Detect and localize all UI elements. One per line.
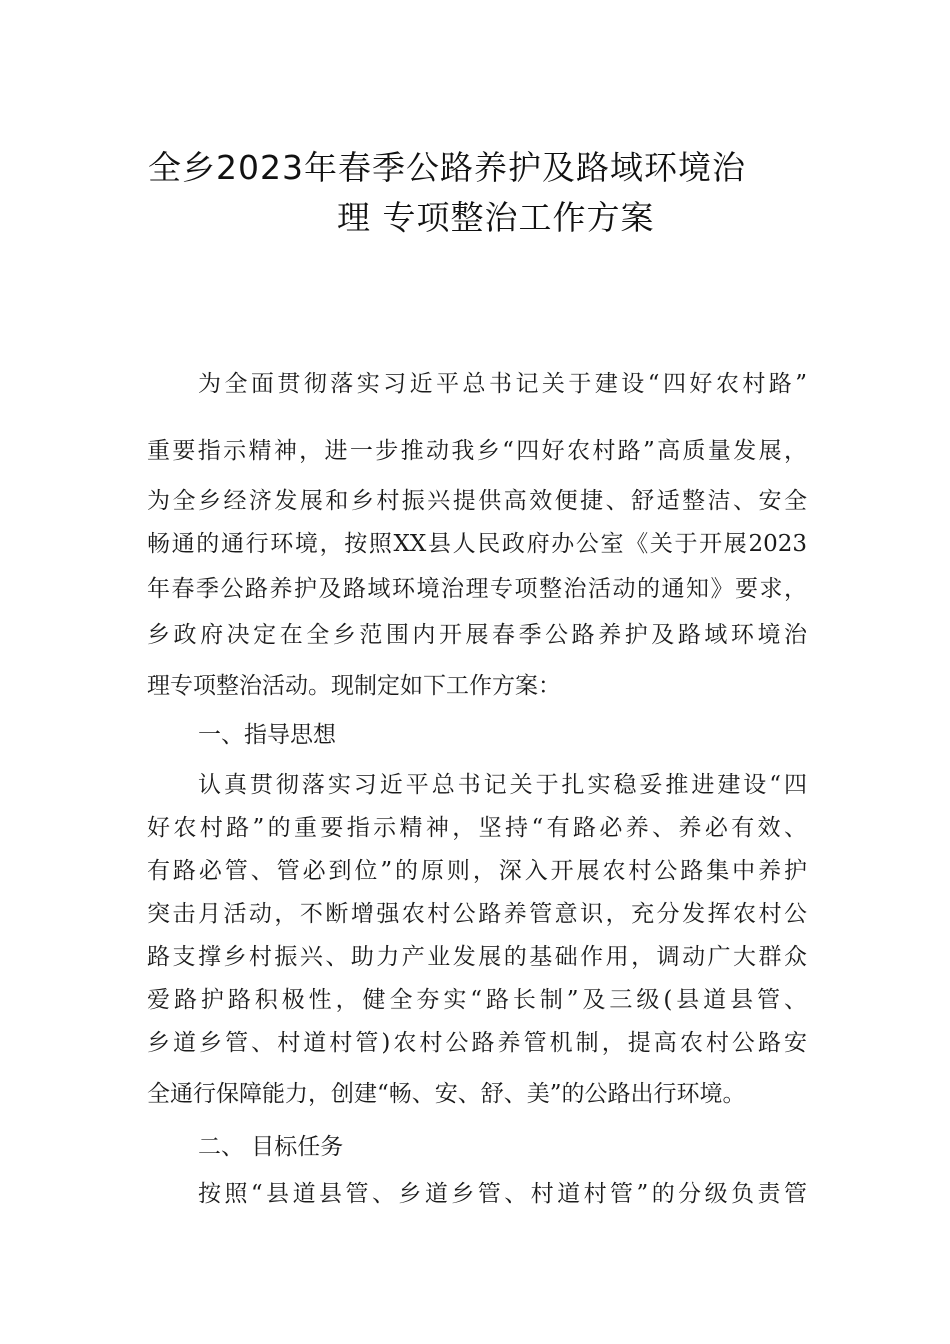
body-line: 突击月活动，不断增强农村公路养管意识，充分发挥农村公 <box>147 901 807 927</box>
body-line: 为全面贯彻落实习近平总书记关于建设“四好农村路” <box>198 371 807 397</box>
body-line: 理专项整治活动。现制定如下工作方案： <box>147 673 561 699</box>
body-line: 路支撑乡村振兴、助力产业发展的基础作用，调动广大群众 <box>147 944 807 970</box>
body-line: 爱路护路积极性，健全夯实“路长制”及三级(县道县管、 <box>147 987 807 1013</box>
body-line: 重要指示精神，进一步推动我乡“四好农村路”高质量发展， <box>147 438 807 464</box>
body-line: 乡政府决定在全乡范围内开展春季公路养护及路域环境治 <box>147 622 807 648</box>
body-line: 全通行保障能力，创建“畅、安、舒、美”的公路出行环境。 <box>147 1081 746 1107</box>
body-line: 认真贯彻落实习近平总书记关于扎实稳妥推进建设“四 <box>198 772 807 798</box>
body-line: 有路必管、管必到位”的原则，深入开展农村公路集中养护 <box>147 858 807 884</box>
section-heading-goals-tasks: 二、 目标任务 <box>198 1134 344 1160</box>
body-line: 按照“县道县管、乡道乡管、村道村管”的分级负责管 <box>198 1181 807 1207</box>
body-line: 好农村路”的重要指示精神，坚持“有路必养、养必有效、 <box>147 815 807 841</box>
document-title-line-1: 全乡2023年春季公路养护及路域环境治 <box>148 148 746 187</box>
body-line: 为全乡经济发展和乡村振兴提供高效便捷、舒适整洁、安全 <box>147 488 807 514</box>
body-line: 乡道乡管、村道村管)农村公路养管机制，提高农村公路安 <box>147 1030 807 1056</box>
section-heading-guiding-ideology: 一、指导思想 <box>198 722 336 748</box>
body-line: 畅通的通行环境，按照XX县人民政府办公室《关于开展2023 <box>147 531 807 557</box>
document-title-line-2: 理 专项整治工作方案 <box>337 198 655 237</box>
body-line: 年春季公路养护及路域环境治理专项整治活动的通知》要求， <box>147 576 807 602</box>
